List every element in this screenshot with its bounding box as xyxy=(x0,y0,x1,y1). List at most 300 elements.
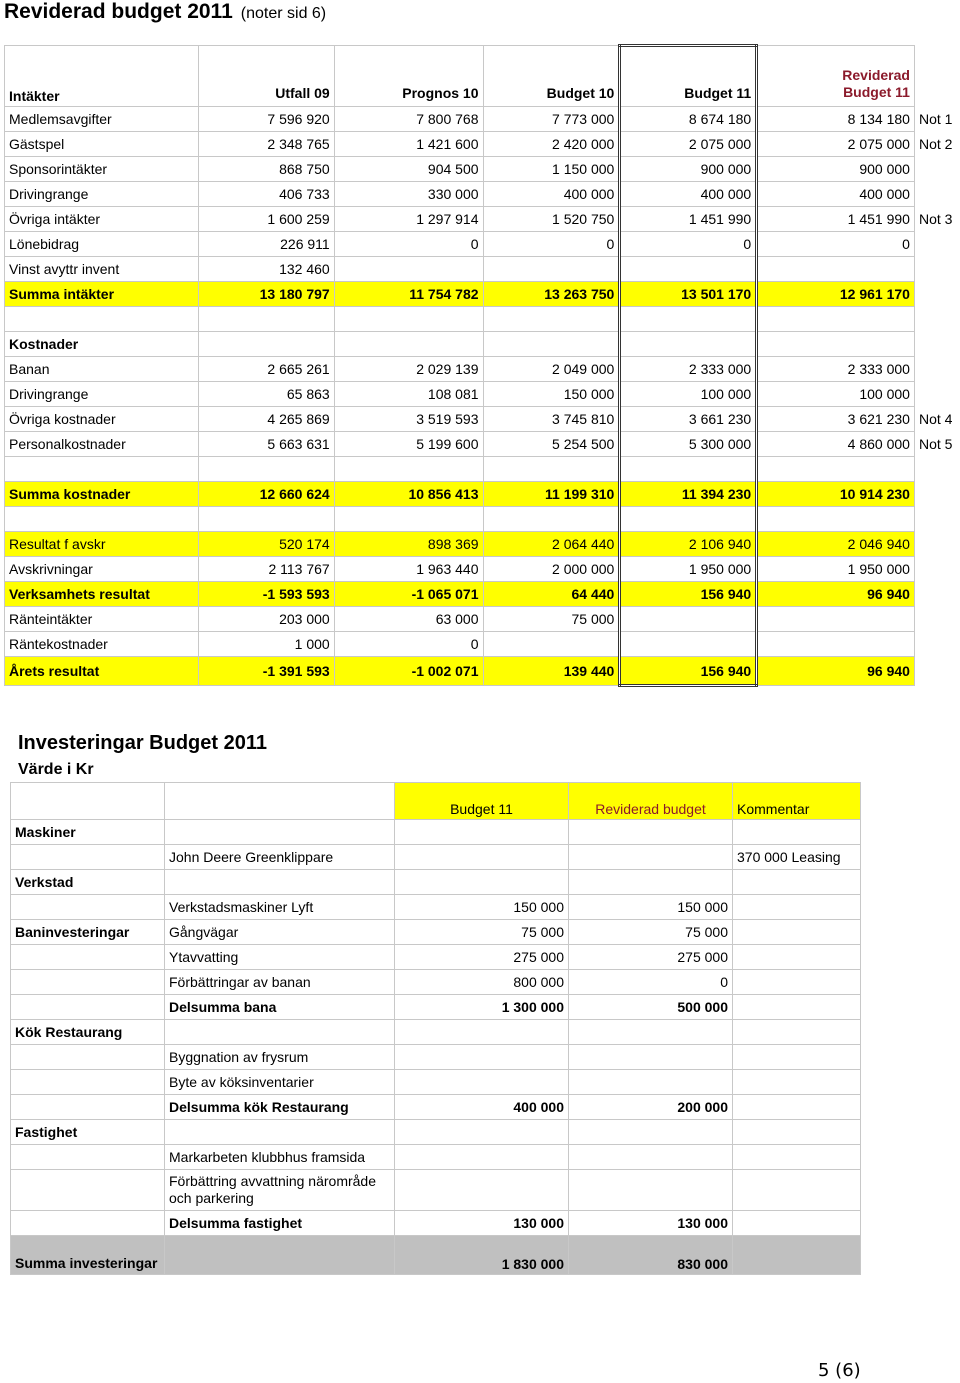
row-label: Summa kostnader xyxy=(5,482,199,507)
section-header-row xyxy=(5,332,960,357)
budget-row xyxy=(5,257,960,282)
note-cell: Not 2 xyxy=(918,136,953,152)
row-label: Personalkostnader xyxy=(5,432,199,457)
comment-cell xyxy=(733,995,861,1020)
value-utfall-09: 520 174 xyxy=(198,532,334,557)
header-blank xyxy=(11,783,165,820)
investment-row xyxy=(11,1145,861,1170)
column-header-budget-10: Budget 10 xyxy=(483,46,620,107)
investment-row xyxy=(11,845,861,870)
blank-cell xyxy=(483,507,620,532)
category-cell xyxy=(11,1045,165,1070)
value-budget-11 xyxy=(620,607,757,632)
revised-cell: 275 000 xyxy=(569,945,733,970)
budget-cell xyxy=(395,1145,569,1170)
revised-cell xyxy=(569,1145,733,1170)
investments-table xyxy=(10,782,861,1275)
value-budget-10: 2 420 000 xyxy=(483,132,620,157)
budget-cell xyxy=(395,870,569,895)
value-utfall-09: 1 600 259 xyxy=(198,207,334,232)
value-budget-11: 2 106 940 xyxy=(620,532,757,557)
value-prognos-10: 3 519 593 xyxy=(334,407,483,432)
budget-cell: 150 000 xyxy=(395,895,569,920)
budget-cell: 275 000 xyxy=(395,945,569,970)
column-header-budget-11: Budget 11 xyxy=(620,46,757,107)
investment-row xyxy=(11,1120,861,1145)
value-budget-10: 11 199 310 xyxy=(483,482,620,507)
row-label: Lönebidrag xyxy=(5,232,199,257)
budget-cell xyxy=(395,845,569,870)
column-header-kommentar: Kommentar xyxy=(733,783,861,820)
note-cell xyxy=(914,332,959,357)
value-budget-11 xyxy=(620,257,757,282)
value-reviderad-budget-11: 4 860 000 xyxy=(757,432,915,457)
header-blank xyxy=(165,783,395,820)
budget-row xyxy=(5,532,960,557)
blank-cell xyxy=(198,307,334,332)
revised-cell: 0 xyxy=(569,970,733,995)
investment-row xyxy=(11,1236,861,1275)
blank-cell xyxy=(757,507,915,532)
budget-table-body xyxy=(5,46,960,686)
revised-cell xyxy=(569,1070,733,1095)
blank-row xyxy=(5,507,960,532)
row-label: Banan xyxy=(5,357,199,382)
budget-cell: 75 000 xyxy=(395,920,569,945)
value-budget-10: 1 150 000 xyxy=(483,157,620,182)
category-cell xyxy=(11,1070,165,1095)
value-utfall-09: 132 460 xyxy=(198,257,334,282)
investment-row xyxy=(11,1095,861,1120)
note-cell xyxy=(914,482,959,507)
value-reviderad-budget-11: 12 961 170 xyxy=(757,282,915,307)
investments-table-body xyxy=(11,783,861,1275)
value-budget-10: 5 254 500 xyxy=(483,432,620,457)
comment-cell xyxy=(733,1120,861,1145)
item-cell: Förbättring avvattning närområde och parkering xyxy=(165,1170,395,1211)
value-budget-10: 64 440 xyxy=(483,582,620,607)
row-label: Räntekostnader xyxy=(5,632,199,657)
budget-row xyxy=(5,607,960,632)
comment-cell xyxy=(733,1095,861,1120)
note-cell: Not 4 xyxy=(918,411,953,427)
value-prognos-10: -1 002 071 xyxy=(334,657,483,686)
value-reviderad-budget-11: 100 000 xyxy=(757,382,915,407)
blank-cell xyxy=(757,332,915,357)
blank-cell xyxy=(5,307,199,332)
value-prognos-10: 5 199 600 xyxy=(334,432,483,457)
comment-cell xyxy=(733,1236,861,1275)
item-cell: John Deere Greenklippare xyxy=(165,845,395,870)
comment-cell: 370 000 Leasing xyxy=(733,845,861,870)
value-prognos-10: 2 029 139 xyxy=(334,357,483,382)
category-cell xyxy=(11,1170,165,1211)
blank-cell xyxy=(334,307,483,332)
category-cell xyxy=(11,895,165,920)
value-reviderad-budget-11 xyxy=(757,257,915,282)
value-utfall-09: 4 265 869 xyxy=(198,407,334,432)
budget-cell: 800 000 xyxy=(395,970,569,995)
value-budget-11: 8 674 180 xyxy=(620,107,757,132)
note-cell xyxy=(914,182,959,207)
value-utfall-09: 2 348 765 xyxy=(198,132,334,157)
value-prognos-10: 1 421 600 xyxy=(334,132,483,157)
revised-cell: 500 000 xyxy=(569,995,733,1020)
budget-cell: 1 300 000 xyxy=(395,995,569,1020)
budget-cell: 400 000 xyxy=(395,1095,569,1120)
column-header-reviderad-line2: Budget 11 xyxy=(843,84,910,100)
blank-row xyxy=(5,457,960,482)
value-utfall-09: 2 665 261 xyxy=(198,357,334,382)
category-cell: Summa investeringar xyxy=(11,1236,165,1275)
value-budget-10: 2 064 440 xyxy=(483,532,620,557)
value-prognos-10: 1 297 914 xyxy=(334,207,483,232)
investments-title: Investeringar Budget 2011 xyxy=(18,732,267,754)
blank-cell xyxy=(198,457,334,482)
item-cell: Delsumma bana xyxy=(165,995,395,1020)
note-cell: Not 5 xyxy=(918,436,953,452)
value-budget-11: 100 000 xyxy=(620,382,757,407)
budget-cell xyxy=(395,820,569,845)
column-header-reviderad-line1: Reviderad xyxy=(842,67,910,83)
note-cell xyxy=(914,157,959,182)
item-cell xyxy=(165,1236,395,1275)
column-header-utfall-09: Utfall 09 xyxy=(198,46,334,107)
value-reviderad-budget-11: 1 451 990 xyxy=(757,207,915,232)
note-cell xyxy=(914,607,959,632)
budget-row xyxy=(5,382,960,407)
value-budget-10: 75 000 xyxy=(483,607,620,632)
value-reviderad-budget-11: 2 075 000 xyxy=(757,132,915,157)
value-prognos-10: 904 500 xyxy=(334,157,483,182)
value-reviderad-budget-11: 3 621 230 xyxy=(757,407,915,432)
item-cell: Byte av köksinventarier xyxy=(165,1070,395,1095)
note-cell xyxy=(914,257,959,282)
value-budget-11: 0 xyxy=(620,232,757,257)
investment-row xyxy=(11,1211,861,1236)
value-budget-11: 2 333 000 xyxy=(620,357,757,382)
category-cell: Fastighet xyxy=(11,1120,165,1145)
row-label: Drivingrange xyxy=(5,382,199,407)
value-reviderad-budget-11: 1 950 000 xyxy=(757,557,915,582)
blank-cell xyxy=(620,332,757,357)
blank-cell xyxy=(198,332,334,357)
blank-cell xyxy=(757,457,915,482)
budget-row xyxy=(5,207,960,232)
note-cell xyxy=(914,457,959,482)
note-cell xyxy=(914,582,959,607)
investment-row xyxy=(11,945,861,970)
revised-cell: 150 000 xyxy=(569,895,733,920)
budget-cell: 1 830 000 xyxy=(395,1236,569,1275)
budget-cell xyxy=(395,1070,569,1095)
investment-row xyxy=(11,1045,861,1070)
investment-row xyxy=(11,1020,861,1045)
value-budget-11: 2 075 000 xyxy=(620,132,757,157)
blank-cell xyxy=(483,332,620,357)
budget-table xyxy=(4,44,960,687)
blank-cell xyxy=(620,507,757,532)
value-utfall-09: 65 863 xyxy=(198,382,334,407)
value-budget-10: 0 xyxy=(483,232,620,257)
blank-cell xyxy=(334,457,483,482)
note-cell xyxy=(914,357,959,382)
value-budget-11: 1 950 000 xyxy=(620,557,757,582)
investment-row xyxy=(11,820,861,845)
budget-row xyxy=(5,482,960,507)
value-budget-11 xyxy=(620,632,757,657)
value-reviderad-budget-11: 900 000 xyxy=(757,157,915,182)
value-budget-11: 156 940 xyxy=(620,657,757,686)
investment-row xyxy=(11,995,861,1020)
category-cell: Maskiner xyxy=(11,820,165,845)
item-cell xyxy=(165,820,395,845)
note-cell: Not 3 xyxy=(918,211,953,227)
budget-row xyxy=(5,357,960,382)
budget-cell xyxy=(395,1045,569,1070)
column-header-budget-11: Budget 11 xyxy=(395,783,569,820)
note-cell xyxy=(914,532,959,557)
header-row xyxy=(11,783,861,820)
comment-cell xyxy=(733,1145,861,1170)
budget-cell xyxy=(395,1170,569,1211)
note-cell xyxy=(914,557,959,582)
investment-row xyxy=(11,920,861,945)
value-budget-10: 2 000 000 xyxy=(483,557,620,582)
value-budget-11: 1 451 990 xyxy=(620,207,757,232)
value-utfall-09: 7 596 920 xyxy=(198,107,334,132)
row-label: Ränteintäkter xyxy=(5,607,199,632)
row-label: Vinst avyttr invent xyxy=(5,257,199,282)
revised-cell xyxy=(569,1120,733,1145)
blank-cell xyxy=(757,307,915,332)
row-label: Drivingrange xyxy=(5,182,199,207)
category-cell: Kök Restaurang xyxy=(11,1020,165,1045)
column-header-reviderad-budget: Reviderad budget xyxy=(569,783,733,820)
value-prognos-10: 10 856 413 xyxy=(334,482,483,507)
row-label: Resultat f avskr xyxy=(5,532,199,557)
value-utfall-09: 13 180 797 xyxy=(198,282,334,307)
investment-row xyxy=(11,895,861,920)
value-reviderad-budget-11: 96 940 xyxy=(757,657,915,686)
budget-row xyxy=(5,232,960,257)
value-utfall-09: 5 663 631 xyxy=(198,432,334,457)
value-utfall-09: 12 660 624 xyxy=(198,482,334,507)
note-cell xyxy=(914,307,959,332)
item-cell: Markarbeten klubbhus framsida xyxy=(165,1145,395,1170)
value-budget-10: 400 000 xyxy=(483,182,620,207)
comment-cell xyxy=(733,1170,861,1211)
item-cell: Ytavvatting xyxy=(165,945,395,970)
row-label: Övriga intäkter xyxy=(5,207,199,232)
value-utfall-09: -1 593 593 xyxy=(198,582,334,607)
header-row xyxy=(5,46,960,107)
revised-cell: 200 000 xyxy=(569,1095,733,1120)
row-label: Summa intäkter xyxy=(5,282,199,307)
page-title-row xyxy=(4,0,326,24)
investment-row xyxy=(11,970,861,995)
category-cell xyxy=(11,1145,165,1170)
category-cell xyxy=(11,845,165,870)
comment-cell xyxy=(733,895,861,920)
item-cell: Gångvägar xyxy=(165,920,395,945)
budget-row xyxy=(5,132,960,157)
value-prognos-10: 330 000 xyxy=(334,182,483,207)
budget-cell: 130 000 xyxy=(395,1211,569,1236)
value-reviderad-budget-11: 400 000 xyxy=(757,182,915,207)
note-cell xyxy=(914,657,959,686)
value-utfall-09: 2 113 767 xyxy=(198,557,334,582)
category-cell xyxy=(11,1211,165,1236)
value-prognos-10: 1 963 440 xyxy=(334,557,483,582)
revised-cell xyxy=(569,820,733,845)
category-cell xyxy=(11,1095,165,1120)
value-reviderad-budget-11: 2 333 000 xyxy=(757,357,915,382)
budget-row xyxy=(5,182,960,207)
budget-row xyxy=(5,657,960,686)
comment-cell xyxy=(733,1045,861,1070)
value-budget-11: 5 300 000 xyxy=(620,432,757,457)
budget-row xyxy=(5,582,960,607)
budget-row xyxy=(5,407,960,432)
page-number: 5 (6) xyxy=(818,1360,861,1381)
budget-cell xyxy=(395,1020,569,1045)
page-subtitle: (noter sid 6) xyxy=(240,5,327,22)
budget-row xyxy=(5,632,960,657)
value-prognos-10 xyxy=(334,257,483,282)
blank-cell xyxy=(334,332,483,357)
row-label: Avskrivningar xyxy=(5,557,199,582)
value-prognos-10: 7 800 768 xyxy=(334,107,483,132)
revised-cell xyxy=(569,1170,733,1211)
budget-row xyxy=(5,432,960,457)
blank-row xyxy=(5,307,960,332)
revised-cell xyxy=(569,1020,733,1045)
value-utfall-09: 868 750 xyxy=(198,157,334,182)
value-reviderad-budget-11: 2 046 940 xyxy=(757,532,915,557)
page-title: Reviderad budget 2011 xyxy=(4,0,233,23)
item-cell: Delsumma kök Restaurang xyxy=(165,1095,395,1120)
value-utfall-09: 226 911 xyxy=(198,232,334,257)
note-cell xyxy=(914,507,959,532)
blank-cell xyxy=(198,507,334,532)
blank-cell xyxy=(620,457,757,482)
revised-cell xyxy=(569,845,733,870)
value-budget-11: 11 394 230 xyxy=(620,482,757,507)
value-budget-11: 156 940 xyxy=(620,582,757,607)
section-label-costs: Kostnader xyxy=(5,332,199,357)
value-budget-11: 3 661 230 xyxy=(620,407,757,432)
blank-cell xyxy=(483,307,620,332)
value-budget-10 xyxy=(483,257,620,282)
note-cell xyxy=(914,632,959,657)
blank-cell xyxy=(334,507,483,532)
blank-cell xyxy=(5,507,199,532)
comment-cell xyxy=(733,920,861,945)
value-budget-10: 1 520 750 xyxy=(483,207,620,232)
value-utfall-09: 203 000 xyxy=(198,607,334,632)
value-budget-10: 13 263 750 xyxy=(483,282,620,307)
value-budget-11: 13 501 170 xyxy=(620,282,757,307)
value-budget-11: 900 000 xyxy=(620,157,757,182)
investment-row xyxy=(11,1070,861,1095)
blank-cell xyxy=(620,307,757,332)
comment-cell xyxy=(733,970,861,995)
value-prognos-10: 108 081 xyxy=(334,382,483,407)
value-budget-10 xyxy=(483,632,620,657)
budget-row xyxy=(5,157,960,182)
note-cell xyxy=(914,282,959,307)
value-prognos-10: 898 369 xyxy=(334,532,483,557)
value-reviderad-budget-11: 0 xyxy=(757,232,915,257)
category-cell xyxy=(11,970,165,995)
comment-cell xyxy=(733,820,861,845)
revised-cell: 130 000 xyxy=(569,1211,733,1236)
value-prognos-10: 11 754 782 xyxy=(334,282,483,307)
revised-cell xyxy=(569,870,733,895)
row-label: Sponsorintäkter xyxy=(5,157,199,182)
category-cell: Baninvesteringar xyxy=(11,920,165,945)
column-header-reviderad-budget-11 xyxy=(757,46,915,107)
budget-row xyxy=(5,107,960,132)
value-reviderad-budget-11: 8 134 180 xyxy=(757,107,915,132)
row-label: Medlemsavgifter xyxy=(5,107,199,132)
comment-cell xyxy=(733,870,861,895)
value-budget-10: 7 773 000 xyxy=(483,107,620,132)
budget-cell xyxy=(395,1120,569,1145)
row-label: Gästspel xyxy=(5,132,199,157)
revised-cell: 830 000 xyxy=(569,1236,733,1275)
value-budget-10: 150 000 xyxy=(483,382,620,407)
investment-row xyxy=(11,1170,861,1211)
value-reviderad-budget-11 xyxy=(757,632,915,657)
value-budget-10: 2 049 000 xyxy=(483,357,620,382)
item-cell: Byggnation av frysrum xyxy=(165,1045,395,1070)
value-budget-10: 139 440 xyxy=(483,657,620,686)
item-cell xyxy=(165,1120,395,1145)
note-cell xyxy=(914,46,959,107)
value-budget-11: 400 000 xyxy=(620,182,757,207)
comment-cell xyxy=(733,1211,861,1236)
note-cell: Not 1 xyxy=(918,111,953,127)
investment-row xyxy=(11,870,861,895)
revised-cell xyxy=(569,1045,733,1070)
item-cell xyxy=(165,1020,395,1045)
category-cell: Verkstad xyxy=(11,870,165,895)
value-utfall-09: 406 733 xyxy=(198,182,334,207)
investments-subtitle: Värde i Kr xyxy=(18,761,94,778)
value-utfall-09: 1 000 xyxy=(198,632,334,657)
value-prognos-10: 63 000 xyxy=(334,607,483,632)
value-prognos-10: -1 065 071 xyxy=(334,582,483,607)
category-cell xyxy=(11,995,165,1020)
row-label: Verksamhets resultat xyxy=(5,582,199,607)
value-reviderad-budget-11: 10 914 230 xyxy=(757,482,915,507)
budget-row xyxy=(5,557,960,582)
value-utfall-09: -1 391 593 xyxy=(198,657,334,686)
item-cell: Förbättringar av banan xyxy=(165,970,395,995)
value-prognos-10: 0 xyxy=(334,632,483,657)
note-cell xyxy=(914,382,959,407)
note-cell xyxy=(914,232,959,257)
comment-cell xyxy=(733,1020,861,1045)
blank-cell xyxy=(483,457,620,482)
item-cell xyxy=(165,870,395,895)
comment-cell xyxy=(733,1070,861,1095)
item-cell: Verkstadsmaskiner Lyft xyxy=(165,895,395,920)
blank-cell xyxy=(5,457,199,482)
budget-row xyxy=(5,282,960,307)
